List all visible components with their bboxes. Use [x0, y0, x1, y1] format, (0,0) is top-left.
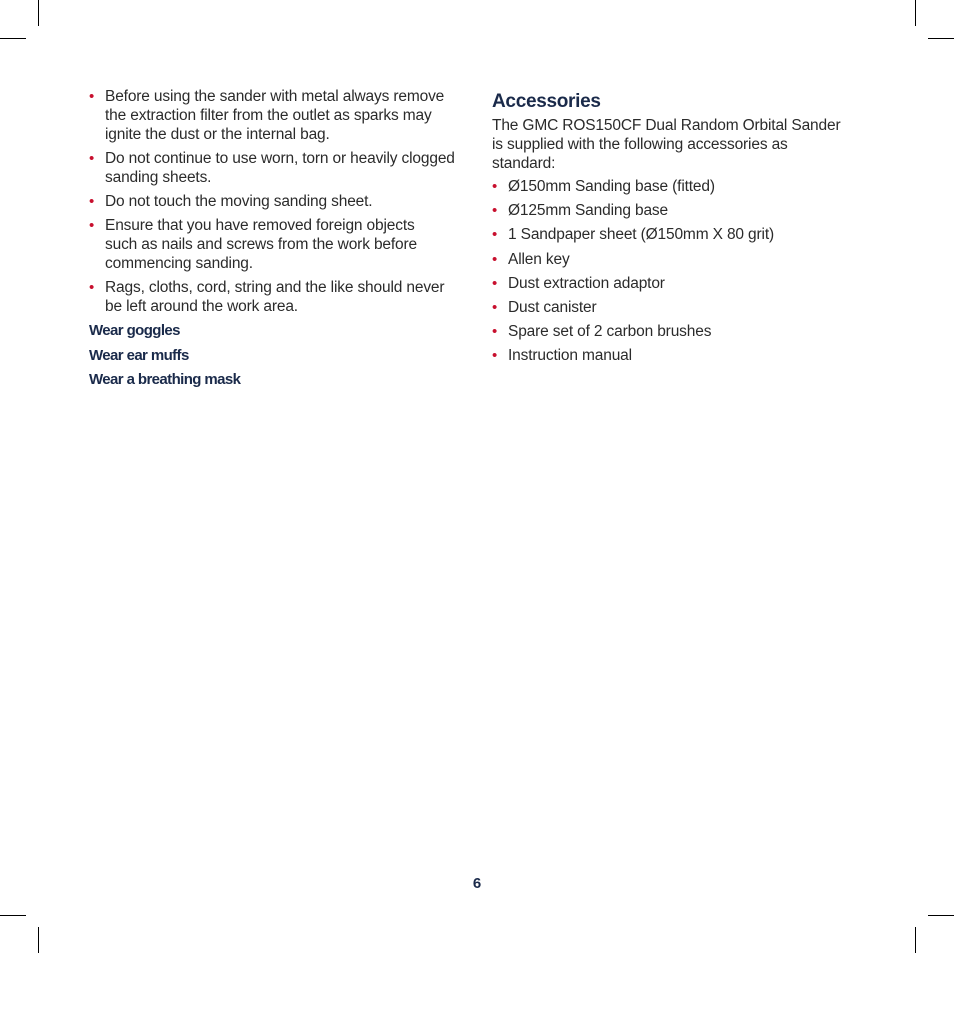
left-column [89, 87, 459, 395]
accessory-text: Instruction manual [508, 347, 632, 365]
bullet-icon: • [89, 88, 95, 105]
accessories-intro: The GMC ROS150CF Dual Random Orbital Sander is supplied with the following accessories as standard: [492, 117, 841, 172]
accessories-list [492, 177, 852, 365]
accessory-text: Dust canister [508, 298, 597, 316]
list-item [89, 87, 459, 144]
list-item [492, 201, 852, 220]
list-item [492, 250, 852, 269]
warning-text: Before using the sander with metal always remove the extraction filter from the outlet as sparks may ignite the dust or the internal bag. [105, 88, 445, 143]
bullet-icon: • [492, 226, 498, 244]
safety-warnings-list [89, 87, 459, 316]
crop-mark-top-left-vertical [38, 0, 39, 26]
warning-text: Do not continue to use worn, torn or heavily clogged sanding sheets. [105, 150, 455, 186]
ppe-ear-muffs: Wear ear muffs [89, 346, 189, 364]
bullet-icon: • [492, 178, 498, 195]
bullet-icon: • [492, 323, 498, 341]
section-title: Accessories [492, 91, 601, 112]
list-item [492, 346, 852, 365]
accessory-text: Ø125mm Sanding base [508, 202, 668, 220]
crop-mark-bottom-left-vertical [38, 927, 39, 953]
bullet-icon: • [492, 298, 498, 316]
list-item [89, 192, 459, 211]
accessory-text: Ø150mm Sanding base (fitted) [508, 178, 715, 195]
list-item [89, 216, 459, 273]
bullet-icon: • [89, 193, 95, 210]
list-item [492, 274, 852, 293]
list-item [89, 149, 459, 187]
crop-mark-top-right-horizontal [928, 38, 954, 39]
list-item [492, 298, 852, 317]
accessories-section [492, 90, 852, 371]
crop-mark-bottom-right-vertical [915, 927, 916, 953]
list-item [492, 225, 852, 244]
warning-text: Do not touch the moving sanding sheet. [105, 193, 373, 210]
crop-mark-bottom-right-horizontal [928, 915, 954, 916]
list-item [492, 177, 852, 196]
warning-text: Ensure that you have removed foreign objects such as nails and screws from the work before commencing sanding. [105, 217, 417, 272]
bullet-icon: • [492, 274, 498, 292]
list-item [89, 278, 459, 316]
bullet-icon: • [89, 217, 95, 234]
warning-text: Rags, cloths, cord, string and the like should never be left around the work area. [105, 279, 445, 315]
page-number: 6 [472, 875, 482, 892]
accessory-text: Dust extraction adaptor [508, 274, 665, 292]
accessory-text: 1 Sandpaper sheet (Ø150mm X 80 grit) [508, 226, 774, 244]
bullet-icon: • [89, 150, 95, 167]
crop-mark-bottom-left-horizontal [0, 915, 26, 916]
accessory-text: Spare set of 2 carbon brushes [508, 323, 712, 341]
bullet-icon: • [492, 202, 498, 220]
bullet-icon: • [492, 250, 498, 268]
accessory-text: Allen key [508, 250, 570, 268]
ppe-breathing-mask: Wear a breathing mask [89, 371, 241, 388]
list-item [492, 322, 852, 341]
bullet-icon: • [492, 347, 498, 365]
bullet-icon: • [89, 279, 95, 296]
crop-mark-top-right-vertical [915, 0, 916, 26]
crop-mark-top-left-horizontal [0, 38, 26, 39]
ppe-goggles: Wear goggles [89, 322, 180, 339]
